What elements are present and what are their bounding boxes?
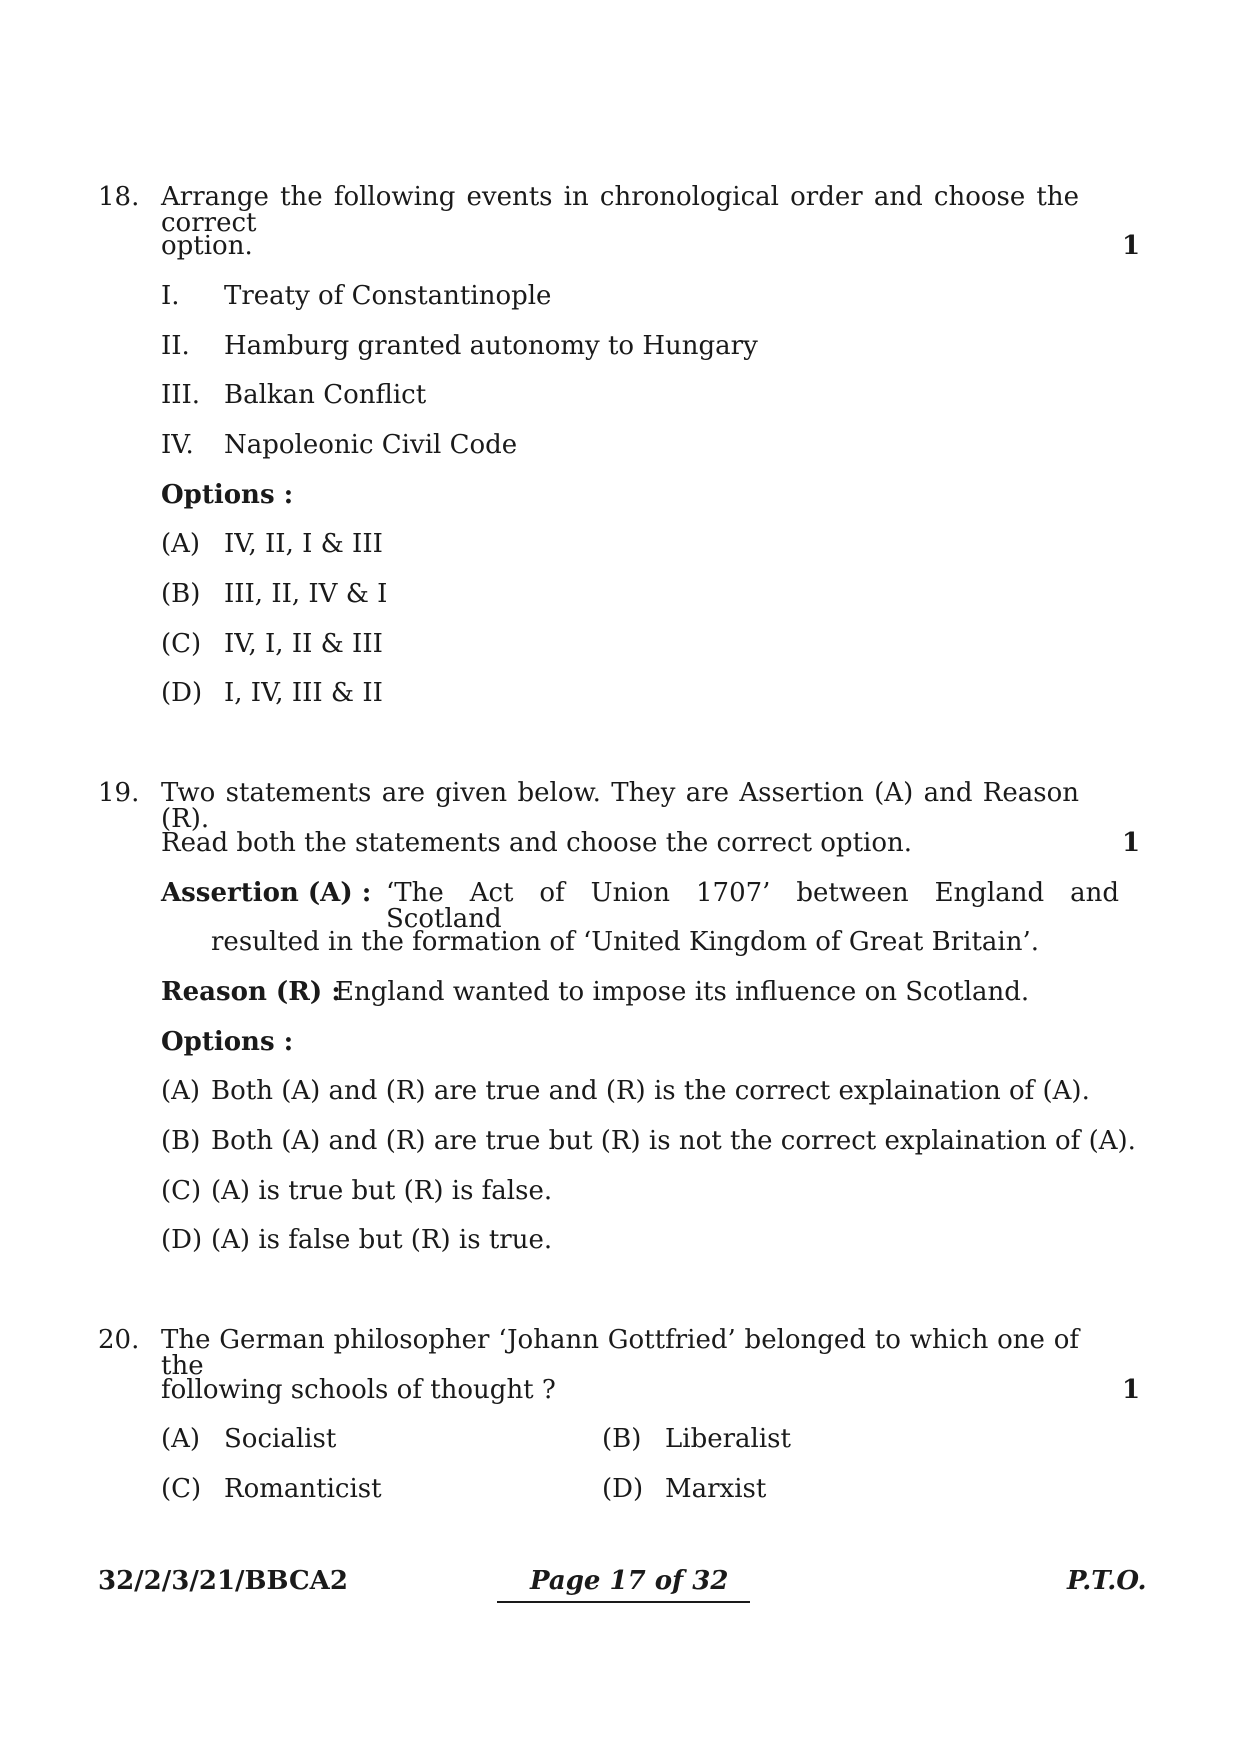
option-label: (A)	[161, 1424, 201, 1454]
option-text: Both (A) and (R) are true but (R) is not the correct explaination of (A).	[211, 1126, 1136, 1156]
option-text: III, II, IV & I	[224, 579, 388, 609]
item-label: I.	[161, 281, 180, 311]
item-label: IV.	[161, 430, 194, 460]
option-label: (B)	[161, 1126, 201, 1156]
marks: 1	[1122, 828, 1141, 858]
options-heading: Options :	[161, 1027, 294, 1057]
option-text: (A) is true but (R) is false.	[211, 1176, 553, 1206]
question-text-line1: Arrange the following events in chronological order and choose the correct	[161, 182, 1079, 238]
question-text-line1: The German philosopher ‘Johann Gottfried’ belonged to which one of the	[161, 1325, 1079, 1381]
question-number: 19.	[98, 778, 140, 808]
marks: 1	[1122, 1375, 1141, 1405]
question-number: 18.	[98, 182, 140, 212]
question-text-line2: Read both the statements and choose the correct option.	[161, 828, 913, 858]
option-text: Socialist	[224, 1424, 337, 1454]
reason-text: England wanted to impose its influence on Scotland.	[335, 977, 1030, 1007]
reason-label: Reason (R) :	[161, 977, 341, 1007]
options-heading: Options :	[161, 480, 294, 510]
question-text-line2: following schools of thought ?	[161, 1375, 556, 1405]
marks: 1	[1122, 231, 1141, 261]
option-label: (B)	[602, 1424, 642, 1454]
option-label: (A)	[161, 1076, 201, 1106]
option-label: (B)	[161, 579, 201, 609]
option-label: (D)	[161, 1225, 203, 1255]
option-label: (C)	[161, 1176, 202, 1206]
paper-code: 32/2/3/21/BBCA2	[98, 1566, 348, 1596]
item-label: III.	[161, 380, 201, 410]
assertion-text-line2: resulted in the formation of ‘United Kingdom of Great Britain’.	[211, 927, 1040, 957]
question-text-line1: Two statements are given below. They are Assertion (A) and Reason (R).	[161, 778, 1079, 834]
option-text: IV, II, I & III	[224, 529, 383, 559]
item-text: Hamburg granted autonomy to Hungary	[224, 331, 758, 361]
page-number: Page 17 of 32	[530, 1566, 729, 1596]
option-text: Marxist	[665, 1474, 767, 1504]
option-label: (C)	[161, 629, 202, 659]
question-text-line2: option.	[161, 231, 253, 261]
option-label: (A)	[161, 529, 201, 559]
option-text: IV, I, II & III	[224, 629, 383, 659]
option-text: Liberalist	[665, 1424, 791, 1454]
item-label: II.	[161, 331, 190, 361]
option-label: (D)	[161, 678, 203, 708]
option-text: (A) is false but (R) is true.	[211, 1225, 553, 1255]
option-text: I, IV, III & II	[224, 678, 383, 708]
option-label: (D)	[602, 1474, 644, 1504]
pto-label: P.T.O.	[1067, 1566, 1147, 1596]
assertion-label: Assertion (A) :	[161, 878, 372, 908]
item-text: Napoleonic Civil Code	[224, 430, 518, 460]
item-text: Treaty of Constantinople	[224, 281, 552, 311]
item-text: Balkan Conflict	[224, 380, 427, 410]
option-text: Both (A) and (R) are true and (R) is the correct explaination of (A).	[211, 1076, 1090, 1106]
option-label: (C)	[161, 1474, 202, 1504]
assertion-text-line1: ‘The Act of Union 1707’ between England and Scotland	[386, 878, 1119, 934]
option-text: Romanticist	[224, 1474, 382, 1504]
question-number: 20.	[98, 1325, 140, 1355]
page-number-underline	[497, 1601, 750, 1603]
